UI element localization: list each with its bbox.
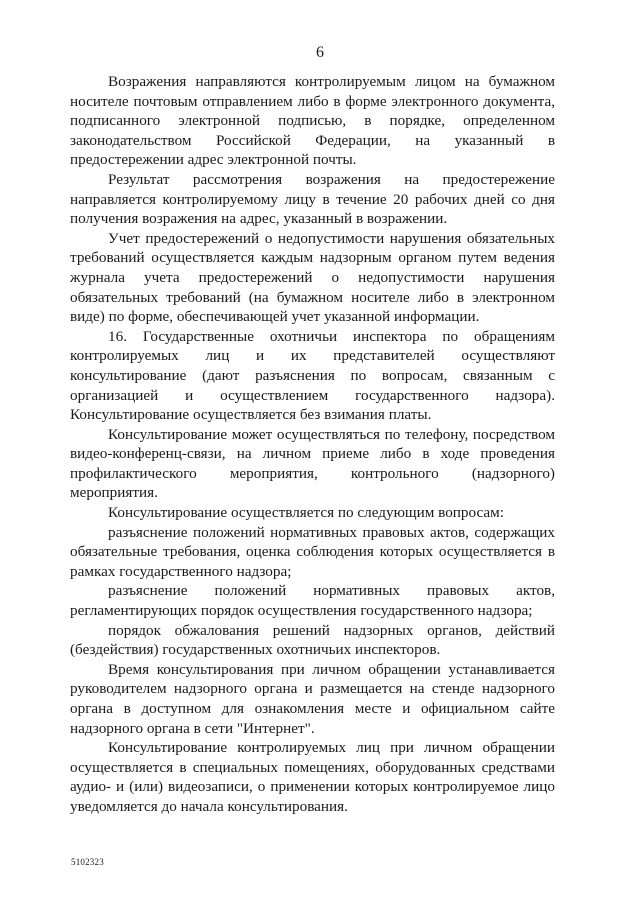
list-item-topic-supervision-procedure: разъяснение положений нормативных правовых актов, регламентирующих порядок осуществления государственного надзора;: [70, 582, 555, 620]
page-number: 6: [316, 44, 324, 61]
paragraph-consulting-schedule: Время консультирования при личном обращении устанавливается руководителем надзорного органа и размещается на стенде надзорного органа в доступном для ознакомления месте и официальном сайте надзорного органа в сети "Интернет".: [70, 660, 555, 737]
paragraph-consulting-section-16: 16. Государственные охотничьи инспектора по обращениям контролируемых лиц и их представителей осуществляют консультирование (дают разъяснения по вопросам, связанным с организацией и осуществлением государственного надзора). Консультирование осуществляется без взимания платы.: [70, 327, 555, 424]
document-body: [70, 72, 555, 817]
paragraph-warnings-registry: Учет предостережений о недопустимости нарушения обязательных требований осуществляется каждым надзорным органом путем ведения журнала учета предостережений о недопустимости нарушения обязательных требований (на бумажном носителе либо в электронном виде) по форме, обеспечивающей учет указанной информации.: [70, 229, 555, 326]
paragraph-objection-submission: Возражения направляются контролируемым лицом на бумажном носителе почтовым отправлением либо в форме электронного документа, подписанного электронной подписью, в порядке, определенном законодательством Российской Федерации, на указанный в предостережении адрес электронной почты.: [70, 73, 555, 169]
list-item-topic-mandatory-requirements: разъяснение положений нормативных правовых актов, содержащих обязательные требования, оценка соблюдения которых осуществляется в рамках государственного надзора;: [70, 523, 555, 580]
paragraph-consulting-premises: Консультирование контролируемых лиц при личном обращении осуществляется в специальных помещениях, оборудованных средствами аудио- и (или) видеозаписи, о применении которых контролируемое лицо уведомляется до начала консультирования.: [70, 739, 555, 815]
paragraph-consulting-channels: Консультирование может осуществляться по телефону, посредством видео-конференц-связи, на личном приеме либо в ходе проведения профилактического мероприятия, контрольного (надзорного) мероприятия.: [70, 425, 555, 502]
paragraph-consulting-topics-intro: Консультирование осуществляется по следующим вопросам:: [108, 504, 504, 522]
paragraph-objection-result: Результат рассмотрения возражения на предостережение направляется контролируемому лицу в течение 20 рабочих дней со дня получения возражения на адрес, указанный в возражении.: [70, 170, 555, 228]
list-item-topic-appeal-procedure: порядок обжалования решений надзорных органов, действий (бездействия) государственных охотничьих инспекторов.: [70, 621, 555, 659]
document-code: 5102323: [71, 857, 104, 867]
